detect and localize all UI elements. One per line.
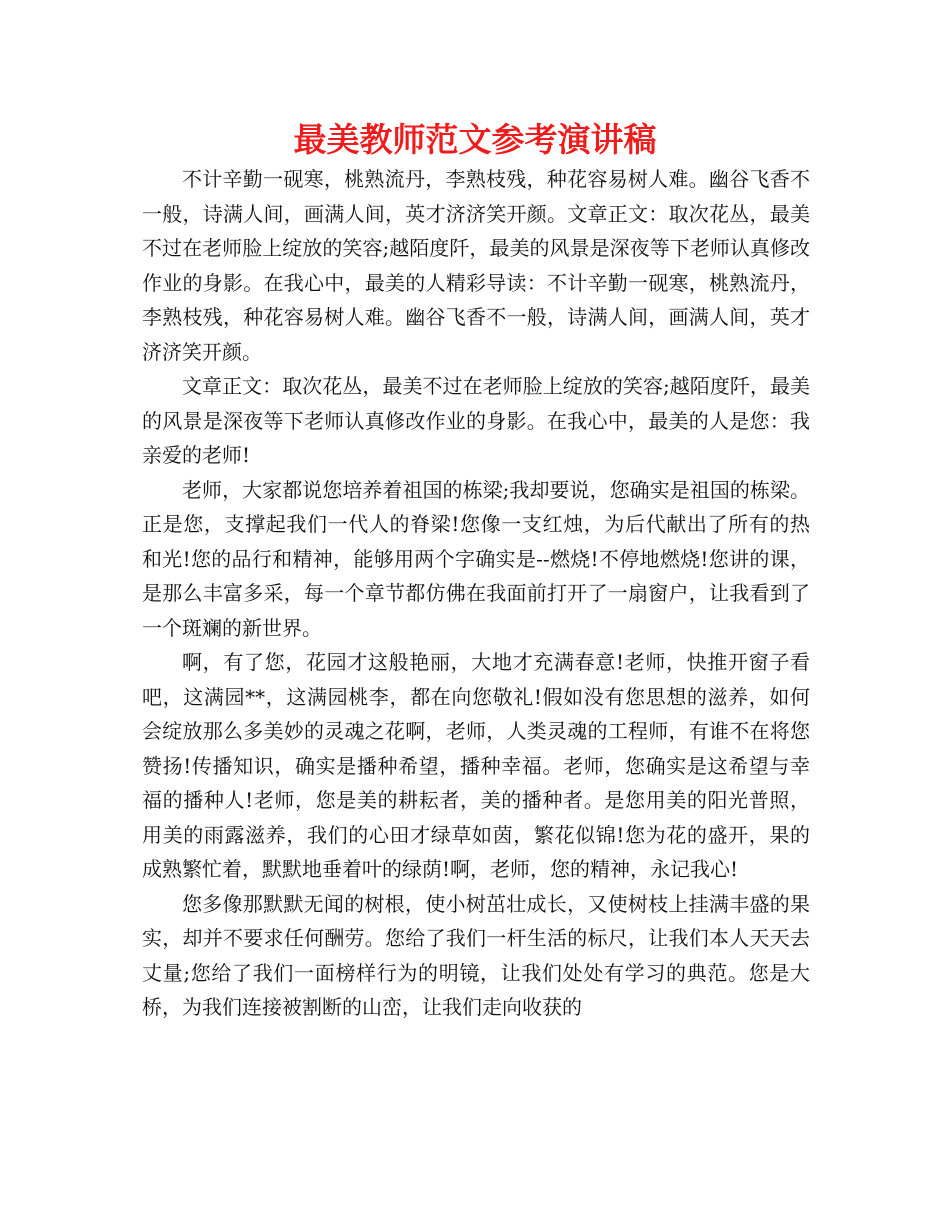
paragraph-4: 啊，有了您，花园才这般艳丽，大地才充满春意!老师，快推开窗子看吧，这满园**，这满园桃李，都在向您敬礼!假如没有您思想的滋养，如何会绽放那么多美妙的灵魂之花啊，老师，人类灵魂的工程师，有谁不在将您赞扬!传播知识，确实是播种希望，播种幸福。老师，您确实是这希望与幸福的播种人!老师，您是美的耕耘者，美的播种者。是您用美的阳光普照，用美的雨露滋养，我们的心田才绿草如茵，繁花似锦!您为花的盛开，果的成熟繁忙着，默默地垂着叶的绿荫!啊，老师，您的精神，永记我心! bbox=[142, 650, 810, 881]
paragraph-1: 不计辛勤一砚寒，桃熟流丹，李熟枝残，种花容易树人难。幽谷飞香不一般，诗满人间，画满人间，英才济济笑开颜。文章正文：取次花丛，最美不过在老师脸上绽放的笑容;越陌度阡，最美的风景是深夜等下老师认真修改作业的身影。在我心中，最美的人精彩导读：不计辛勤一砚寒，桃熟流丹，李熟枝残，种花容易树人难。幽谷飞香不一般，诗满人间，画满人间，英才济济笑开颜。 bbox=[142, 167, 810, 364]
document-title: 最美教师范文参考演讲稿 bbox=[293, 120, 657, 159]
document-body bbox=[142, 162, 810, 1025]
paragraph-2: 文章正文：取次花丛，最美不过在老师脸上绽放的笑容;越陌度阡，最美的风景是深夜等下老师认真修改作业的身影。在我心中，最美的人是您：我亲爱的老师! bbox=[142, 374, 810, 467]
paragraph-3: 老师，大家都说您培养着祖国的栋梁;我却要说，您确实是祖国的栋梁。正是您，支撑起我们一代人的脊梁!您像一支红烛，为后代献出了所有的热和光!您的品行和精神，能够用两个字确实是--燃烧!不停地燃烧!您讲的课，是那么丰富多采，每一个章节都仿佛在我面前打开了一扇窗户，让我看到了一个斑斓的新世界。 bbox=[142, 477, 810, 640]
paragraph-5: 您多像那默默无闻的树根，使小树茁壮成长，又使树枝上挂满丰盛的果实，却并不要求任何酬劳。您给了我们一杆生活的标尺，让我们本人天天去丈量;您给了我们一面榜样行为的明镜，让我们处处有学习的典范。您是大桥，为我们连接被割断的山峦，让我们走向收获的 bbox=[142, 891, 810, 1019]
